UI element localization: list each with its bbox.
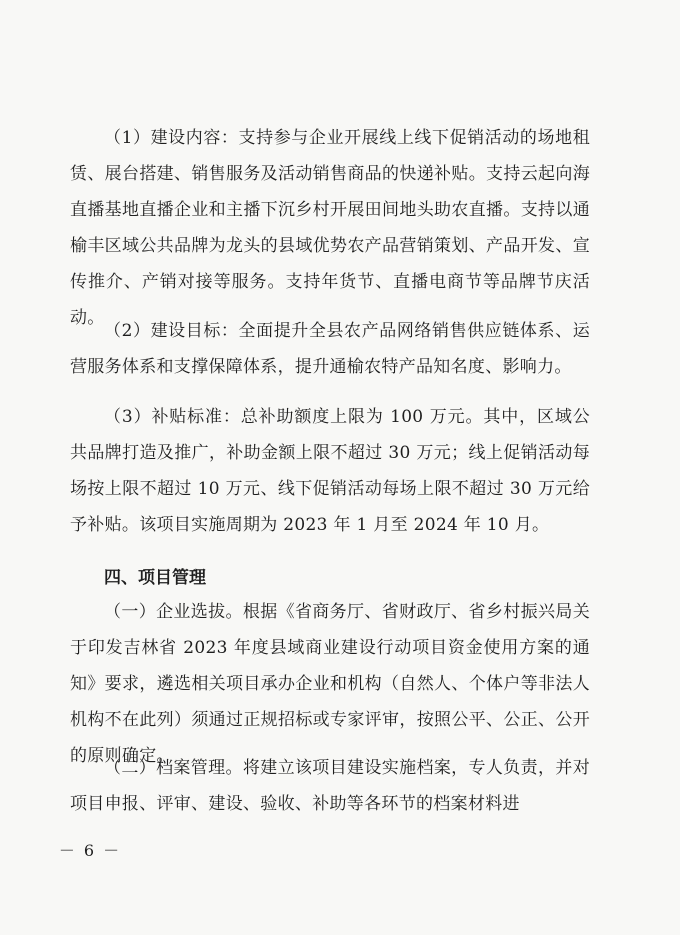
page-number: － 6 － [58,841,122,860]
section-heading-project-management: 四、项目管理 [104,568,206,588]
paragraph-construction-goal: （2）建设目标：全面提升全县农产品网络销售供应链体系、运营服务体系和支撑保障体系，提升通榆农特产品知名度、影响力。 [70,321,590,377]
paragraph-subsidy-standard: （3）补贴标准：总补助额度上限为 100 万元。其中，区域公共品牌打造及推广，补助金额上限不超过 30 万元；线上促销活动每场按上限不超过 10 万元、线下促销活动每场上限不超过 30 万元给予补贴。该项目实施周期为 2023 年 1 月至 2024 年 10 月。 [70,407,590,535]
paragraph-construction-content: （1）建设内容：支持参与企业开展线上线下促销活动的场地租赁、展台搭建、销售服务及活动销售商品的快递补贴。支持云起向海直播基地直播企业和主播下沉乡村开展田间地头助农直播。支持以通榆丰区域公共品牌为龙头的县域优势农产品营销策划、产品开发、宣传推介、产销对接等服务。支持年货节、直播电商节等品牌节庆活动。 [70,128,590,328]
paragraph-archive-management: （二）档案管理。将建立该项目建设实施档案，专人负责，并对项目申报、评审、建设、验收、补助等各环节的档案材料进 [70,758,590,814]
paragraph-enterprise-selection: （一）企业选拔。根据《省商务厅、省财政厅、省乡村振兴局关于印发吉林省 2023 年度县域商业建设行动项目资金使用方案的通知》要求，遴选相关项目承办企业和机构（自然人、个体户等非法人机构不在此列）须通过正规招标或专家评审，按照公平、公正、公开的原则确定。 [70,602,590,766]
